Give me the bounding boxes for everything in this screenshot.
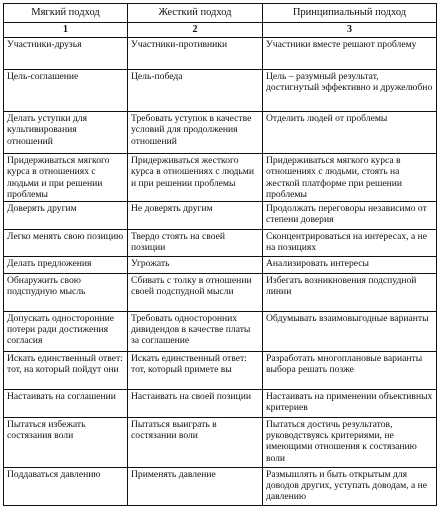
table-cell: Твердо стоять на своей позиции <box>128 229 263 256</box>
negotiation-approaches-table <box>3 3 437 506</box>
cropped-top-text <box>150 0 350 2</box>
table-cell: Допускать односторонние потери ради достижения согласия <box>4 311 128 351</box>
table-row <box>4 229 437 256</box>
table-cell: Обдумывать взаимовыгодные варианты <box>263 311 437 351</box>
table-cell: Делать уступки для культивирования отношений <box>4 112 128 154</box>
column-number: 1 <box>4 23 128 38</box>
table-row <box>4 112 437 154</box>
table-cell: Цель-победа <box>128 70 263 112</box>
table-row <box>4 70 437 112</box>
column-number-row <box>4 23 437 38</box>
table-cell: Требовать односторонних дивидендов в качестве платы за соглашение <box>128 311 263 351</box>
header-hard-approach: Жесткий подход <box>128 4 263 23</box>
table-cell: Пытаться выиграть в состязании воли <box>128 417 263 467</box>
table-row <box>4 256 437 273</box>
table-cell: Цель-соглашение <box>4 70 128 112</box>
table-cell: Поддаваться давлению <box>4 467 128 505</box>
table-cell: Придерживаться мягкого курса в отношениях с людьми и при решении проблемы <box>4 154 128 202</box>
table-cell: Придерживаться мягкого курса в отношениях с людьми, стоять на жесткой платформе при решении проблемы <box>263 154 437 202</box>
table-cell: Угрожать <box>128 256 263 273</box>
table-cell: Размышлять и быть открытым для доводов других, уступать доводам, а не давлению <box>263 467 437 505</box>
table-cell: Участники-друзья <box>4 38 128 70</box>
header-soft-approach: Мягкий подход <box>4 4 128 23</box>
table-row <box>4 201 437 229</box>
table-row <box>4 273 437 311</box>
table-row <box>4 311 437 351</box>
table-row <box>4 389 437 417</box>
table-cell: Разработать многоплановые варианты выбора решать позже <box>263 351 437 389</box>
table-cell: Участники вместе решают проблему <box>263 38 437 70</box>
table-row <box>4 154 437 202</box>
table-row <box>4 38 437 70</box>
table-row <box>4 417 437 467</box>
table-cell: Легко менять свою позицию <box>4 229 128 256</box>
table-cell: Пытаться избежать состязания воли <box>4 417 128 467</box>
table-cell: Настаивать на применении объективных критериев <box>263 389 437 417</box>
table-cell: Избегать возникновения подспудной линии <box>263 273 437 311</box>
table-cell: Анализировать интересы <box>263 256 437 273</box>
table-cell: Пытаться достичь результатов, руководствуясь критериями, не имеющими отношения к состязанию воли <box>263 417 437 467</box>
table-cell: Сконцентрироваться на интересах, а не на позициях <box>263 229 437 256</box>
table-cell: Настаивать на соглашении <box>4 389 128 417</box>
column-number: 2 <box>128 23 263 38</box>
table-cell: Отделить людей от проблемы <box>263 112 437 154</box>
table-cell: Настаивать на своей позиции <box>128 389 263 417</box>
column-number: 3 <box>263 23 437 38</box>
table-cell: Сбивать с толку в отношении своей подспудной мысли <box>128 273 263 311</box>
header-principled-approach: Принципиальный подход <box>263 4 437 23</box>
table-cell: Делать предложения <box>4 256 128 273</box>
table-cell: Доверять другим <box>4 201 128 229</box>
table-cell: Участники-противники <box>128 38 263 70</box>
table-cell: Требовать уступок в качестве условий для продолжения отношений <box>128 112 263 154</box>
table-cell: Продолжать переговоры независимо от степени доверия <box>263 201 437 229</box>
table-cell: Придерживаться жесткого курса в отношениях с людьми и при решении проблемы <box>128 154 263 202</box>
table-cell: Обнаружить свою подспудную мысль <box>4 273 128 311</box>
table-cell: Цель – разумный результат, достигнутый эффективно и дружелюбно <box>263 70 437 112</box>
table-cell: Искать единственный ответ: тот, который примете вы <box>128 351 263 389</box>
table-cell: Не доверять другим <box>128 201 263 229</box>
table-row <box>4 467 437 505</box>
table-cell: Искать единственный ответ: тот, на который пойдут они <box>4 351 128 389</box>
table-row <box>4 351 437 389</box>
table-cell: Применять давление <box>128 467 263 505</box>
header-row <box>4 4 437 23</box>
